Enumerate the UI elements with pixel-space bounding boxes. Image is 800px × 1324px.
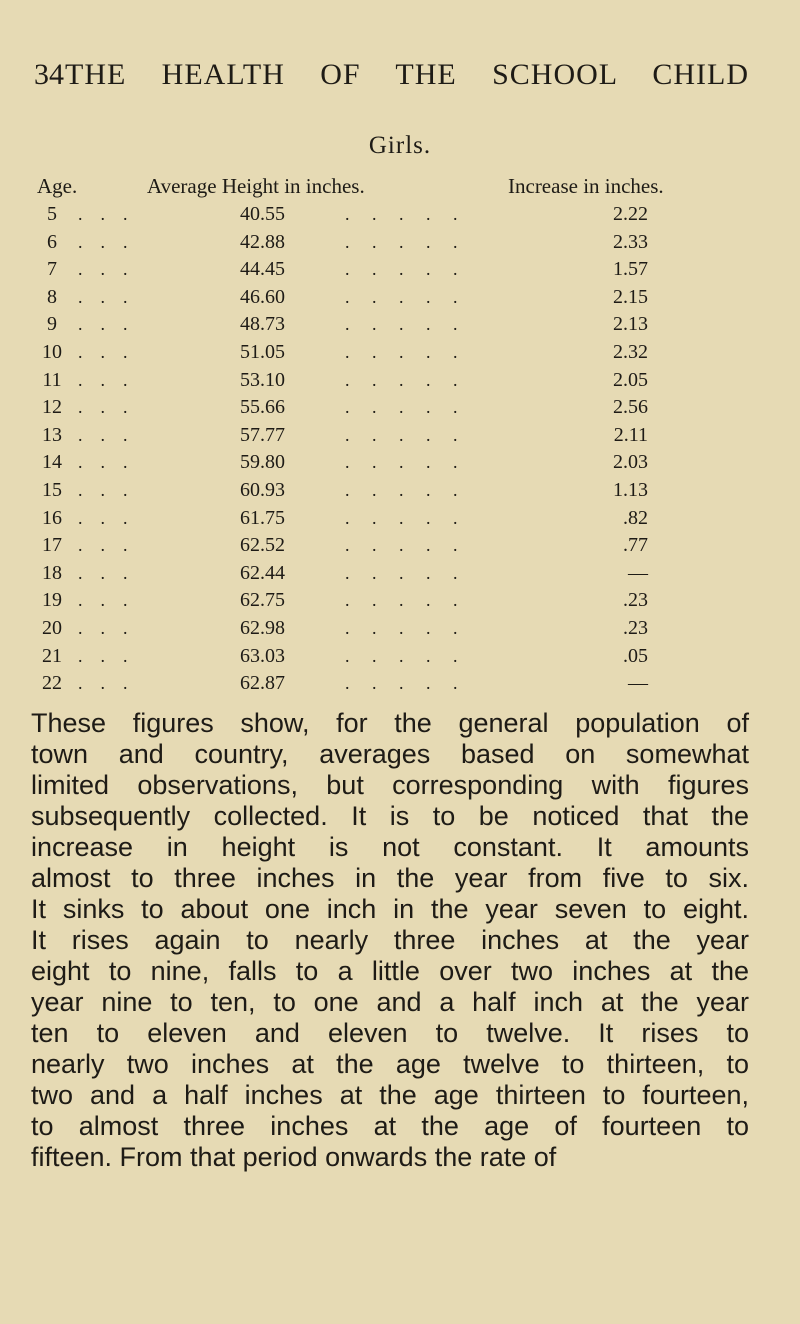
height-cell: 42.88 — [240, 230, 285, 253]
table-row — [0, 588, 800, 612]
age-cell: 10 — [42, 341, 62, 363]
height-cell: 48.73 — [240, 313, 285, 336]
text-line: eight to nine, falls to a little over two inches at the — [31, 956, 749, 986]
leader-dots: . . . — [69, 535, 128, 556]
table-row — [0, 312, 800, 336]
table-row — [0, 230, 800, 254]
text-line: limited observations, but corresponding with figures — [31, 770, 749, 800]
table-row — [0, 533, 800, 557]
leader-dots: . . . . . — [345, 480, 458, 500]
leader-dots: . . . — [69, 424, 128, 445]
table-row — [0, 671, 800, 695]
height-cell: 57.77 — [240, 423, 285, 446]
table-row — [0, 423, 800, 447]
increase-cell: 2.11 — [613, 423, 648, 446]
height-cell: 40.55 — [240, 203, 285, 225]
increase-cell: .23 — [623, 589, 648, 612]
leader-dots: . . . — [69, 397, 128, 418]
age-cell: 11 — [42, 368, 62, 391]
leader-dots: . . . . . — [345, 645, 458, 666]
table-row — [0, 202, 800, 226]
leader-dots: . . . . . — [345, 397, 458, 418]
table-row — [0, 478, 800, 502]
height-cell: 59.80 — [240, 451, 285, 474]
leader-dots: . . . — [69, 618, 128, 638]
leader-dots: . . . . . — [345, 369, 458, 390]
age-cell: 15 — [42, 479, 62, 501]
text-line: two and a half inches at the age thirteen to fourteen, — [31, 1080, 749, 1110]
increase-cell: 1.57 — [613, 258, 648, 281]
leader-dots: . . . . . — [345, 342, 458, 362]
column-header-age: Age. — [37, 174, 78, 198]
increase-cell: 2.03 — [613, 451, 648, 474]
height-cell: 62.98 — [240, 617, 285, 639]
height-table — [0, 202, 800, 700]
leader-dots: . . . — [69, 369, 128, 390]
height-cell: 62.52 — [240, 534, 285, 557]
age-cell: 13 — [42, 423, 62, 446]
column-header-increase: Increase in inches. — [508, 174, 664, 198]
leader-dots: . . . — [69, 452, 128, 473]
section-title-text: Girls. — [368, 132, 432, 159]
table-row — [0, 395, 800, 419]
increase-cell: 2.22 — [613, 203, 648, 225]
leader-dots: . . . — [69, 204, 128, 224]
table-row — [0, 506, 800, 530]
age-cell: 18 — [42, 561, 62, 584]
text-line: nearly two inches at the age twelve to thirteen, to — [31, 1049, 749, 1079]
age-cell: 5 — [47, 203, 57, 225]
running-head: THE HEALTH OF THE SCHOOL CHILD — [65, 58, 749, 91]
age-cell: 6 — [47, 230, 57, 253]
column-header-height: Average Height in inches. — [147, 174, 365, 198]
age-cell: 8 — [47, 285, 57, 308]
section-title — [0, 132, 800, 160]
age-cell: 9 — [47, 313, 57, 336]
increase-cell: .77 — [623, 534, 648, 557]
leader-dots: . . . . . — [345, 507, 458, 528]
height-cell: 61.75 — [240, 506, 285, 529]
table-row — [0, 616, 800, 640]
age-cell: 14 — [42, 451, 62, 474]
height-cell: 62.44 — [240, 561, 285, 584]
leader-dots: . . . . . — [345, 452, 458, 473]
body-paragraph — [31, 708, 749, 1308]
page-header — [34, 58, 749, 98]
leader-dots: . . . — [69, 286, 128, 307]
height-cell: 60.93 — [240, 479, 285, 501]
age-cell: 22 — [42, 672, 62, 695]
text-line: It rises again to nearly three inches at the year — [31, 925, 749, 955]
leader-dots: . . . — [69, 314, 128, 335]
height-cell: 44.45 — [240, 258, 285, 281]
height-cell: 55.66 — [240, 396, 285, 419]
height-cell: 53.10 — [240, 368, 285, 391]
leader-dots: . . . . . — [345, 204, 458, 224]
leader-dots: . . . — [69, 342, 128, 362]
increase-cell: .23 — [623, 617, 648, 639]
increase-cell: 2.32 — [613, 341, 648, 363]
increase-cell: .05 — [623, 644, 648, 667]
increase-cell: 2.56 — [613, 396, 648, 419]
age-cell: 19 — [42, 589, 62, 612]
increase-cell: .82 — [623, 506, 648, 529]
age-cell: 21 — [42, 644, 62, 667]
increase-cell: — — [628, 561, 648, 584]
height-cell: 51.05 — [240, 341, 285, 363]
leader-dots: . . . . . — [345, 673, 458, 694]
age-cell: 17 — [42, 534, 62, 557]
text-line: subsequently collected. It is to be noticed that the — [31, 801, 749, 831]
leader-dots: . . . — [69, 480, 128, 500]
leader-dots: . . . . . — [345, 314, 458, 335]
increase-cell: — — [628, 672, 648, 695]
table-header — [0, 174, 800, 200]
text-line: year nine to ten, to one and a half inch at the year — [31, 987, 749, 1017]
age-cell: 7 — [47, 258, 57, 281]
leader-dots: . . . — [69, 645, 128, 666]
increase-cell: 2.15 — [613, 285, 648, 308]
leader-dots: . . . — [69, 590, 128, 611]
leader-dots: . . . — [69, 507, 128, 528]
age-cell: 20 — [42, 617, 62, 639]
leader-dots: . . . — [69, 673, 128, 694]
leader-dots: . . . . . — [345, 424, 458, 445]
leader-dots: . . . . . — [345, 231, 458, 252]
page-number: 34 — [34, 58, 64, 91]
text-line: ten to eleven and eleven to twelve. It rises to — [31, 1018, 749, 1048]
table-row — [0, 450, 800, 474]
increase-cell: 2.33 — [613, 230, 648, 253]
height-cell: 62.87 — [240, 672, 285, 695]
text-line: These figures show, for the general population of — [31, 708, 749, 738]
text-line: to almost three inches at the age of fourteen to — [31, 1111, 749, 1141]
table-row — [0, 257, 800, 281]
table-row — [0, 368, 800, 392]
leader-dots: . . . . . — [345, 259, 458, 280]
text-line: fifteen. From that period onwards the rate of — [31, 1142, 557, 1172]
height-cell: 46.60 — [240, 285, 285, 308]
leader-dots: . . . . . — [345, 590, 458, 611]
increase-cell: 1.13 — [613, 479, 648, 501]
increase-cell: 2.13 — [613, 313, 648, 336]
table-row — [0, 285, 800, 309]
increase-cell: 2.05 — [613, 368, 648, 391]
table-row — [0, 340, 800, 364]
text-line: town and country, averages based on somewhat — [31, 739, 749, 769]
leader-dots: . . . — [69, 231, 128, 252]
text-line: almost to three inches in the year from five to six. — [31, 863, 749, 893]
table-row — [0, 644, 800, 668]
leader-dots: . . . . . — [345, 535, 458, 556]
leader-dots: . . . . . — [345, 618, 458, 638]
leader-dots: . . . . . — [345, 286, 458, 307]
leader-dots: . . . — [69, 259, 128, 280]
age-cell: 12 — [42, 396, 62, 419]
leader-dots: . . . — [69, 562, 128, 583]
height-cell: 62.75 — [240, 589, 285, 612]
text-line: increase in height is not constant. It amounts — [31, 832, 749, 862]
leader-dots: . . . . . — [345, 562, 458, 583]
age-cell: 16 — [42, 506, 62, 529]
height-cell: 63.03 — [240, 644, 285, 667]
table-row — [0, 561, 800, 585]
text-line: It sinks to about one inch in the year seven to eight. — [31, 894, 749, 924]
